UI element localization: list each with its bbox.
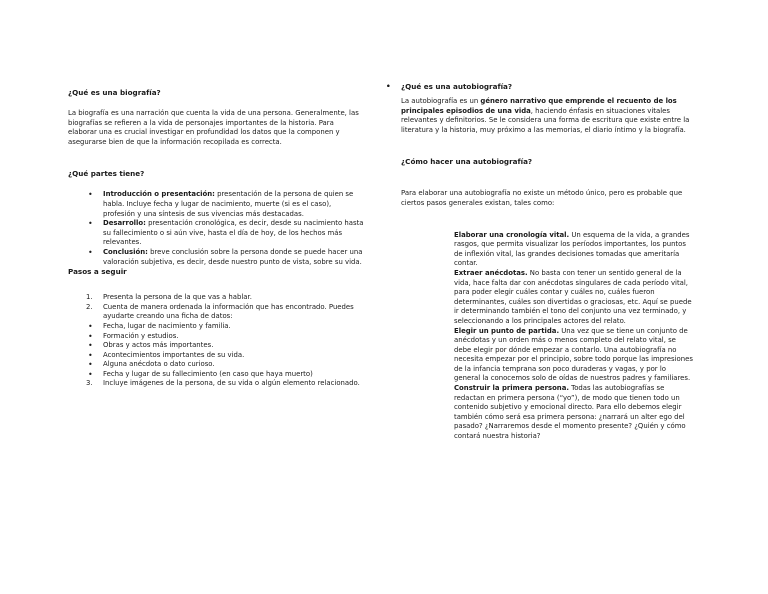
list-item: • Fecha y lugar de su fallecimiento (en caso que haya muerto) (103, 370, 364, 380)
list-item: • Formación y estudios. (103, 332, 364, 342)
list-item: 1. Presenta la persona de la que vas a hablar. (86, 293, 252, 302)
parts-heading: ¿Qué partes tiene? (68, 169, 145, 179)
list-item: • Alguna anécdota o dato curioso. (103, 360, 364, 370)
list-item: 3. Incluye imágenes de la persona, de su vida o algún elemento relacionado. (86, 379, 360, 388)
list-item: • Extraer anécdotas. No basta con tener un sentido general de la vida, hace falta dar con anécdotas singulares de cada período vital, para poder elegir cuáles contar y cuáles no, cuáles fueron determinantes, cuáles son divertidas o graciosas, etc. Aquí se puede ir determinando también el tono del conjunto una vez terminado, y seleccionando a los principales actores del relato. (454, 269, 693, 327)
biography-heading: ¿Qué es una biografía? (68, 88, 161, 97)
list-item: • Elegir un punto de partida. Una vez que se tiene un conjunto de anécdotas y un orden más o menos completo del relato vital, se debe elegir por dónde empezar a contarlo. Una autobiografía no necesita empezar por el principio, sobre todo porque las impresiones de la infancia temprana son poco duraderas y vagas, y por lo general la conocemos solo de oídas de nuestros padres y familiares. (454, 327, 693, 385)
left-column (68, 88, 364, 389)
right-column (401, 82, 693, 442)
list-item: • Acontecimientos importantes de su vida. (103, 351, 364, 361)
substeps-list (103, 322, 364, 380)
list-item: • Construir la primera persona. Todas las autobiografías se redactan en primera persona (“yo”), de modo que tienen todo un contenido subjetivo y emocional directo. Para ello debemos elegir también cómo será esa primera persona: ¿narrará un alter ego del pasado? ¿Narraremos desde el momento presente? ¿Quién y cómo contará nuestra historia? (454, 384, 693, 442)
list-item: • Conclusión: breve conclusión sobre la persona donde se puede hacer una valoración subjetiva, es decir, desde nuestro punto de vista, sobre su vida. (103, 248, 364, 267)
list-item: • Desarrollo: presentación cronológica, es decir, desde su nacimiento hasta su fallecimiento o si aún vive, hasta el día de hoy, de los hechos más relevantes. (103, 219, 364, 248)
steps-list (68, 293, 364, 389)
biography-definition: La biografía es una narración que cuenta la vida de una persona. Generalmente, las biografías se refieren a la vida de personajes importantes de la historia. Para elaborar una es crucial investigar en profundidad los datos que la componen y asegurarse bien de que la información recopilada es correcta. (68, 109, 359, 146)
list-item: 2. Cuenta de manera ordenada la información que has encontrado. Puedes ayudarte creando una ficha de datos: (86, 302, 354, 321)
how-to-heading: ¿Cómo hacer una autobiografía? (401, 157, 533, 167)
how-to-steps-list (401, 231, 693, 442)
list-item: • Fecha, lugar de nacimiento y familia. (103, 322, 364, 332)
how-to-intro: Para elaborar una autobiografía no existe un método único, pero es probable que ciertos pasos generales existan, tales como: (401, 189, 683, 207)
list-item: • Introducción o presentación: presentación de la persona de quien se habla. Incluye fecha y lugar de nacimiento, muerte (si es el caso), profesión y una síntesis de sus vivencias más destacadas. (103, 190, 364, 219)
autobiography-heading: ¿Qué es una autobiografía? (401, 82, 513, 91)
autobiography-definition: La autobiografía es un género narrativo que emprende el recuento de los principales episodios de una vida, haciendo énfasis en situaciones vitales relevantes y definitorios. Se le considera una forma de escritura que existe entre la literatura y la historia, muy próximo a las memorias, el diario íntimo y la biografía. (401, 97, 690, 134)
list-item: • Elaborar una cronología vital. Un esquema de la vida, a grandes rasgos, que permita visualizar los períodos importantes, los puntos de inflexión vital, las grandes decisiones tomadas que ameritaría contar. (454, 231, 693, 269)
substeps-container (103, 322, 364, 380)
steps-heading: Pasos a seguir (68, 267, 127, 277)
parts-list (68, 190, 364, 267)
list-item: • Obras y actos más importantes. (103, 341, 364, 351)
